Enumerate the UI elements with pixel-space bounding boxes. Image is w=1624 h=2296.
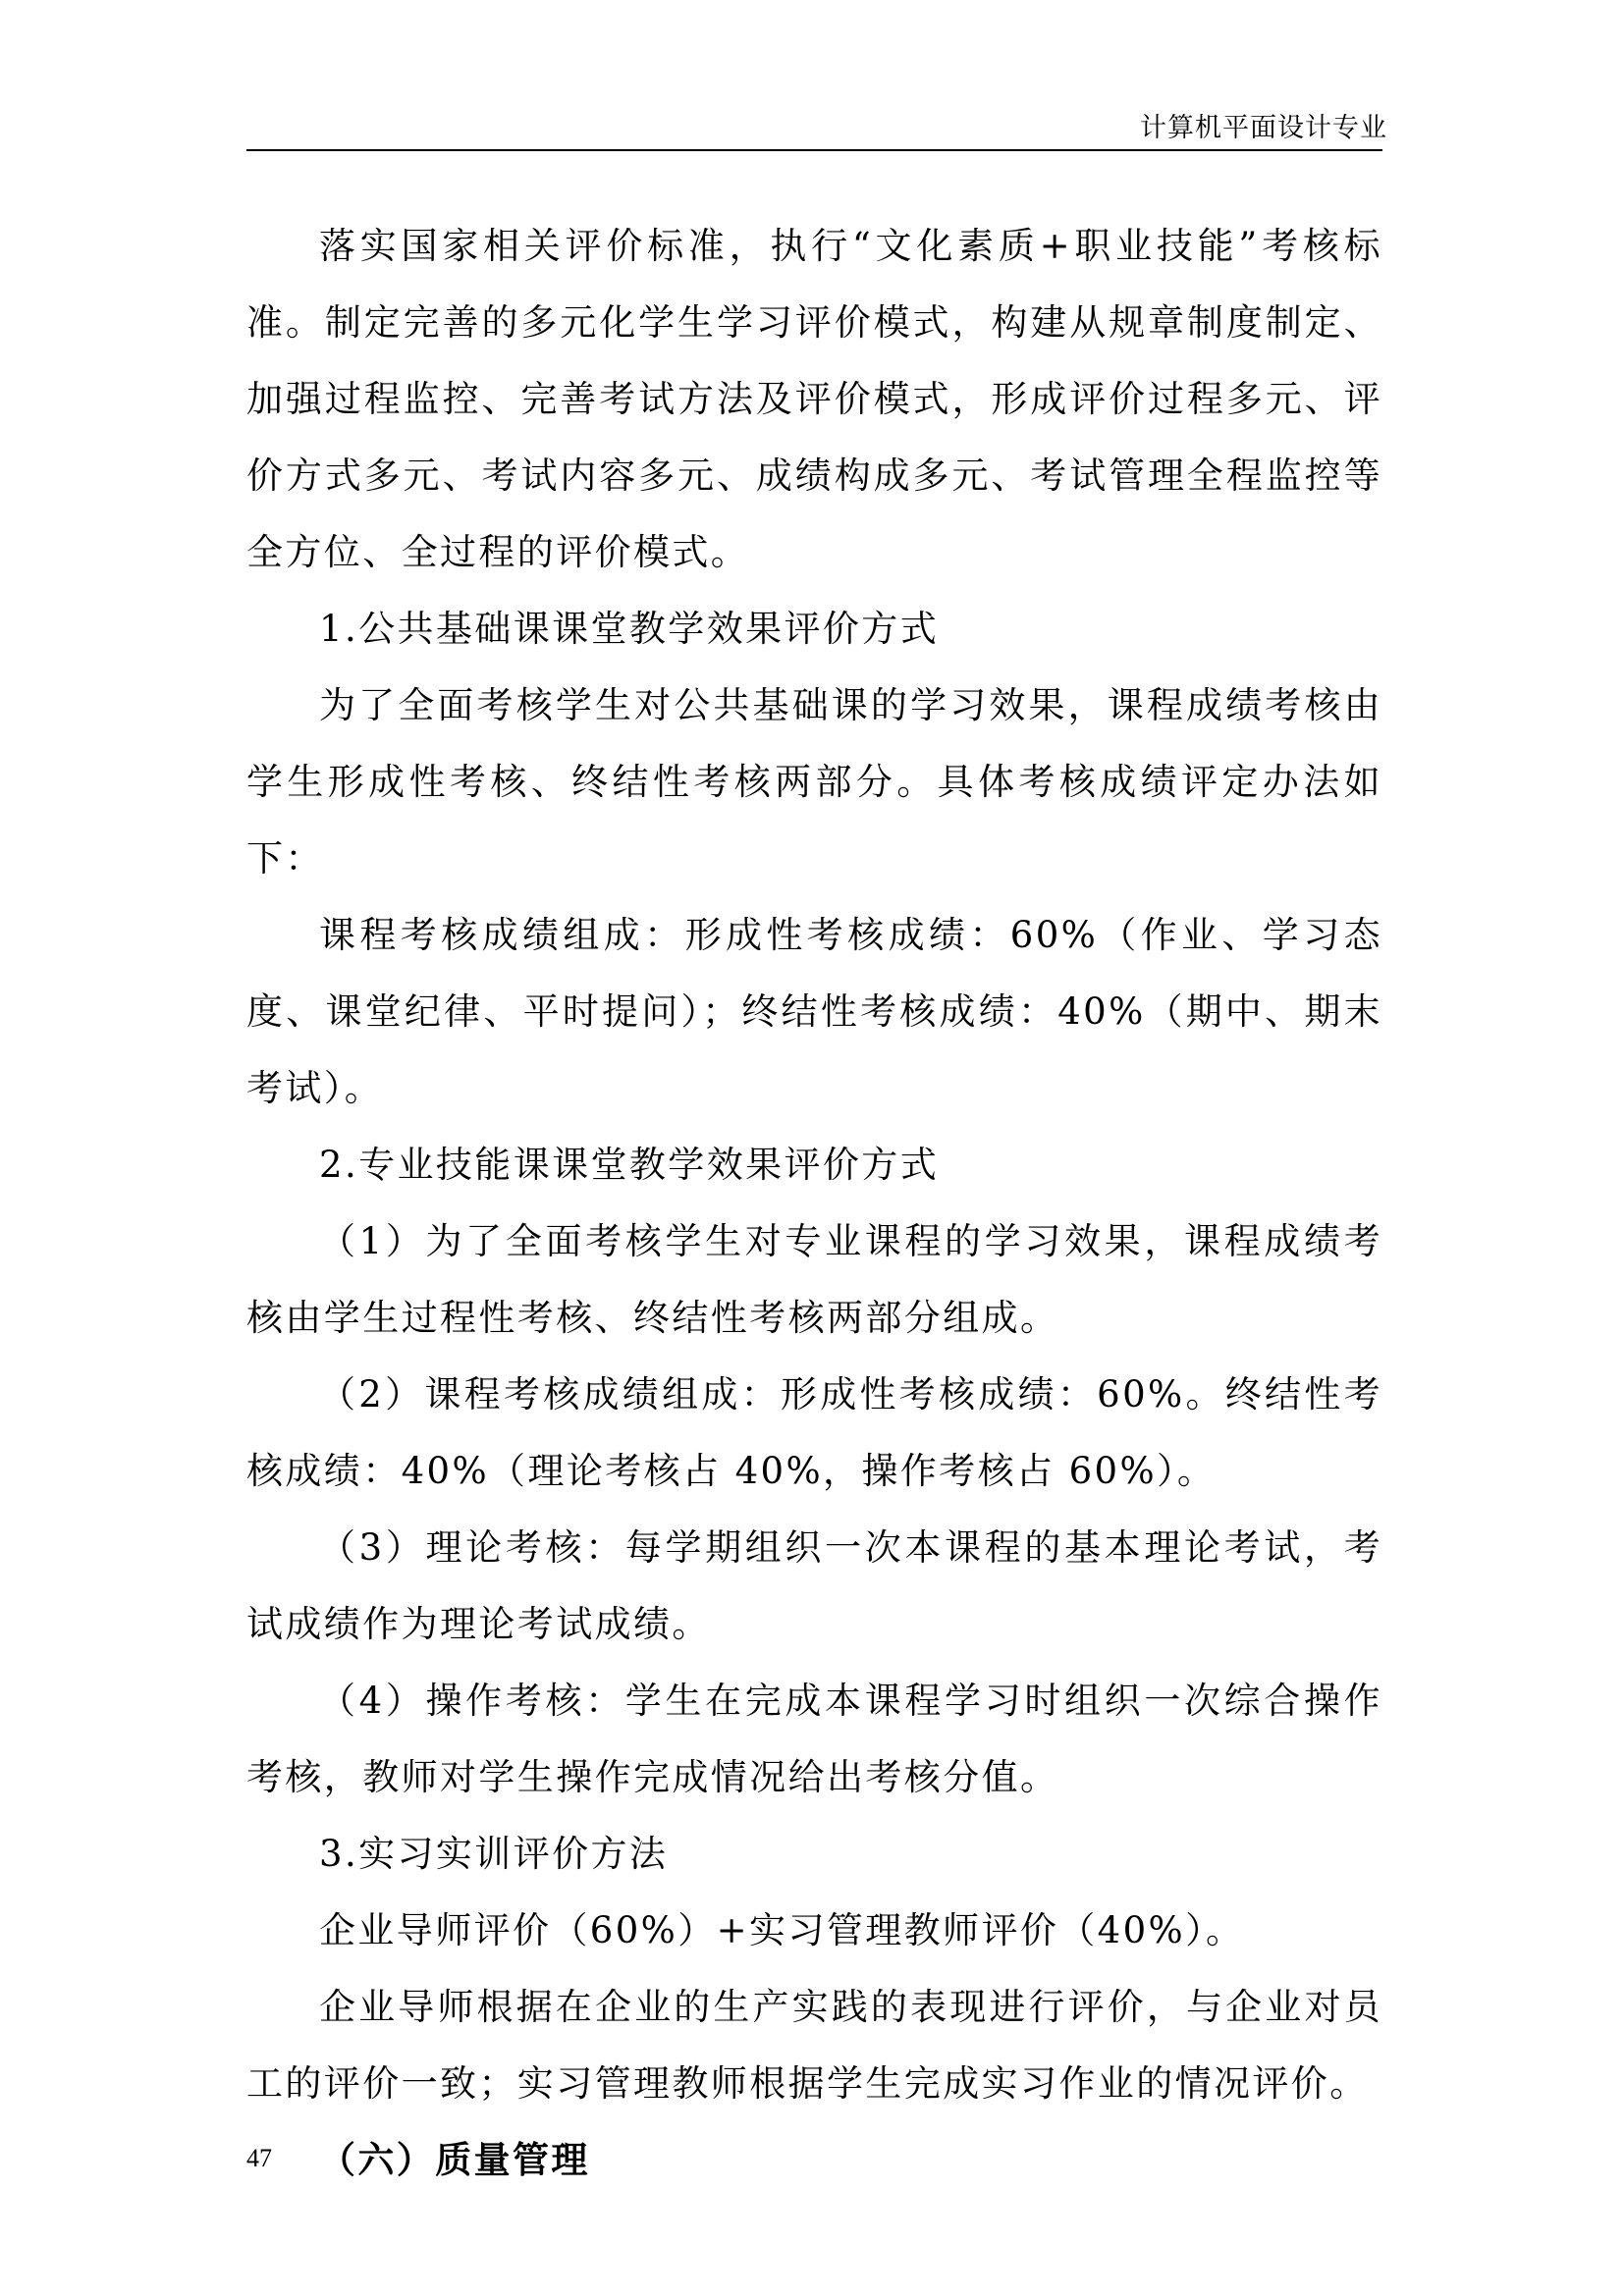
section-heading-quality-management: （六）质量管理	[319, 2139, 590, 2181]
subheading-public-course-evaluation: 1.公共基础课课堂教学效果评价方式	[319, 608, 940, 650]
paragraph-internship-details: 企业导师根据在企业的生产实践的表现进行评价，与企业对员工的评价一致；实习管理教师根据学生完成实习作业的情况评价。	[246, 1986, 1382, 2105]
subheading-professional-course-evaluation: 2.专业技能课课堂教学效果评价方式	[319, 1144, 940, 1186]
paragraph-evaluation-intro: 落实国家相关评价标准，执行“文化素质+职业技能”考核标准。制定完善的多元化学生学习评价模式，构建从规章制度制定、加强过程监控、完善考试方法及评价模式，形成评价过程多元、评价方式多元、考试内容多元、成绩构成多元、考试管理全程监控等全方位、全过程的评价模式。	[246, 225, 1382, 573]
paragraph-professional-item-3: （3）理论考核：每学期组织一次本课程的基本理论考试，考试成绩作为理论考试成绩。	[246, 1526, 1382, 1645]
paragraph-internship-weighting: 企业导师评价（60%）+实习管理教师评价（40%）。	[319, 1909, 1245, 1951]
header-divider	[246, 149, 1382, 151]
running-header-title: 计算机平面设计专业	[1140, 113, 1387, 143]
document-body	[246, 208, 1382, 2199]
paragraph-professional-item-2: （2）课程考核成绩组成：形成性考核成绩：60%。终结性考核成绩：40%（理论考核占 40%，操作考核占 60%）。	[246, 1373, 1382, 1492]
page-number: 47	[246, 2144, 272, 2172]
paragraph-public-course-assessment: 为了全面考核学生对公共基础课的学习效果，课程成绩考核由学生形成性考核、终结性考核两部分。具体考核成绩评定办法如下：	[246, 684, 1382, 880]
paragraph-public-course-grade-composition: 课程考核成绩组成：形成性考核成绩：60%（作业、学习态度、课堂纪律、平时提问）；终结性考核成绩：40%（期中、期末考试）。	[246, 914, 1382, 1109]
paragraph-professional-item-4: （4）操作考核：学生在完成本课程学习时组织一次综合操作考核，教师对学生操作完成情况给出考核分值。	[246, 1680, 1382, 1798]
subheading-internship-evaluation: 3.实习实训评价方法	[319, 1833, 669, 1875]
paragraph-professional-item-1: （1）为了全面考核学生对专业课程的学习效果，课程成绩考核由学生过程性考核、终结性考核两部分组成。	[246, 1220, 1382, 1339]
